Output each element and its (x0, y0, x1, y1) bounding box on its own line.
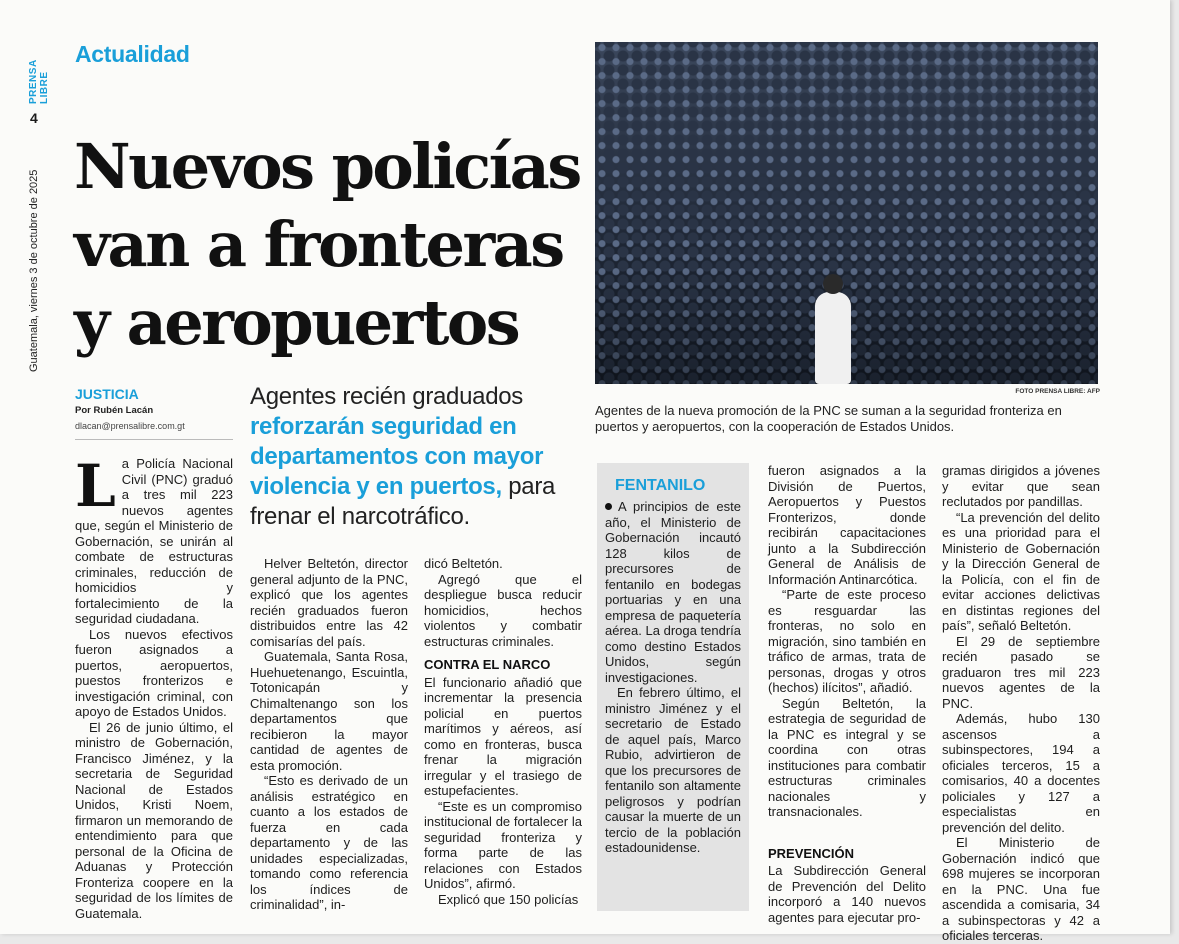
paragraph: La Subdirección General de Prevención del Delito incorporó a 140 nuevos agentes para ejecutar pro- (768, 863, 926, 925)
paragraph: A principios de este año, el Ministerio de Gobernación incautó 128 kilos de precursores de fentanilo en bodegas portuarias y en una empresa de paquetería aérea. La droga tendría como destino Estados Unidos, según investigaciones. (605, 499, 741, 685)
paragraph: El 26 de junio último, el ministro de Gobernación, Francisco Jiménez, y la secretaria de Seguridad Nacional de Estados Unidos, Kristi Noem, firmaron un memorando de entendimiento para que personal de la Oficina de Aduanas y Protección Fronteriza coopere en la seguridad de los límites de Guatemala. (75, 719, 233, 921)
drop-cap: L (75, 452, 116, 520)
paragraph: a Policía Nacional Civil (PNC) graduó a tres mil 223 nuevos agentes que, según el Ministerio de Gobernación, se unirán al combate de estructuras criminales, reducción de homicidios y fortalecimiento de la seguridad ciudadana. (75, 456, 233, 626)
paragraph: Explicó que 150 policías (438, 891, 579, 907)
paragraph: En febrero último, el ministro Jiménez y el secretario de Estado de aquel país, Marco Rubio, advirtieron de que los precursores de fentanilo son altamente peligrosos y podrían causar la muerte de un tercio de la población estadounidense. (605, 685, 741, 855)
headline: Nuevos policías van a fronteras y aeropuertos (74, 130, 580, 359)
page-number: 4 (30, 110, 38, 126)
paragraph: “Esto es derivado de un análisis estratégico en cuanto a los estados de fuerza en cada departamento y de las unidades especializadas, tomando como referencia los índices de criminalidad”, in- (250, 773, 408, 912)
paragraph: “Parte de este proceso es resguardar las fronteras, no solo en migración, sino también en tráfico de armas, trata de personas, drogas y otros (hechos) ilícitos”, añadió. (768, 587, 926, 695)
author-email[interactable]: dlacan@prensalibre.com.gt (75, 421, 185, 431)
paragraph: Los nuevos efectivos fueron asignados a puertos, aeropuertos, puestos fronterizos e investigación criminal, con apoyo de Estados Unidos. (75, 626, 233, 719)
article-column-5 (768, 463, 926, 925)
article-column-1 (75, 452, 233, 921)
section-label: Actualidad (75, 41, 190, 67)
paragraph: Agregó que el despliegue busca reducir homicidios, hechos violentos y combatir estructuras criminales. (424, 571, 582, 649)
paragraph: dicó Beltetón. (424, 556, 503, 571)
police-parade-photo (595, 42, 1098, 384)
paragraph: Además, hubo 130 ascensos a subinspectores, 194 a oficiales terceros, 15 a comisarios, 40 a docentes policiales y 127 a especialistas en prevención del delito. (942, 711, 1100, 835)
article-column-6 (942, 463, 1100, 944)
deck-part2: para frenar el narcotráfico. (250, 473, 556, 530)
paragraph: Según Beltetón, la estrategia de seguridad de la PNC es integral y se coordina con otras instituciones para combatir estructuras criminales nacionales y transnacionales. (768, 695, 926, 819)
subhead-contra-el-narco: CONTRA EL NARCO (424, 657, 551, 672)
byline: Por Rubén Lacán (75, 405, 154, 416)
brand-name: PRENSA LIBRE (28, 59, 50, 104)
photo-caption: Agentes de la nueva promoción de la PNC se suman a la seguridad fronteriza en puertos y aeropuertos, con la cooperación de Estados Unidos. (595, 403, 1062, 434)
dateline: Guatemala, viernes 3 de octubre de 2025 (28, 169, 40, 372)
deck-highlight: reforzarán seguridad en departamentos con mayor violencia y en puertos, (250, 413, 544, 500)
page-sidebar (28, 36, 52, 372)
paragraph: “Este es un compromiso institucional de fortalecer la seguridad fronteriza y forma parte de las relaciones con Estados Unidos”, afirmó. (424, 798, 582, 891)
kicker: JUSTICIA (75, 386, 139, 402)
bullet-icon (605, 503, 612, 510)
box-title: FENTANILO (615, 477, 706, 494)
paragraph: “La prevención del delito es una prioridad para el Ministerio de Gobernación y la Dirección General de la Policía, con el fin de evitar acciones delictivas en distintas regiones del país”, señaló Beltetón. (942, 509, 1100, 633)
photo-credit: FOTO PRENSA LIBRE: AFP (1015, 388, 1100, 395)
divider (75, 439, 233, 440)
article-column-3 (424, 556, 582, 907)
paragraph: El 29 de septiembre recién pasado se graduaron tres mil 223 nuevos agentes de la PNC. (942, 633, 1100, 711)
paragraph: El funcionario añadió que incrementar la presencia policial en puertos marítimos y aéreos, así como en fronteras, busca frenar la migración irregular y el trasiego de estupefacientes. (424, 674, 582, 798)
deck-part1: Agentes recién graduados (250, 383, 523, 410)
paragraph: Helver Beltetón, director general adjunto de la PNC, explicó que los agentes recién graduados fueron distribuidos entre las 42 comisarías del país. (250, 556, 408, 649)
paragraph: gramas dirigidos a jóvenes y evitar que sean reclutados por pandillas. (942, 463, 1100, 509)
paragraph: fueron asignados a la División de Puertos, Aeropuertos y Puestos Fronterizos, donde recibirán capacitaciones junto a la Subdirección General de Análisis de Información Antinarcótica. (768, 463, 926, 587)
box-text (605, 499, 741, 856)
paragraph: Guatemala, Santa Rosa, Huehuetenango, Escuintla, Totonicapán y Chimaltenango son los departamentos que recibieron la mayor cantidad de agentes de esta promoción. (250, 649, 408, 773)
fentanilo-sidebar-box (597, 463, 749, 911)
officer-figure (815, 292, 851, 384)
paragraph: El Ministerio de Gobernación indicó que 698 mujeres se incorporan en la PNC. Una fue ascendida a comisaria, 34 a subinspectoras y 42 a oficiales terceras. (942, 835, 1100, 943)
subhead-prevencion: PREVENCIÓN (768, 845, 854, 861)
article-column-2 (250, 556, 408, 913)
deck (250, 382, 590, 532)
